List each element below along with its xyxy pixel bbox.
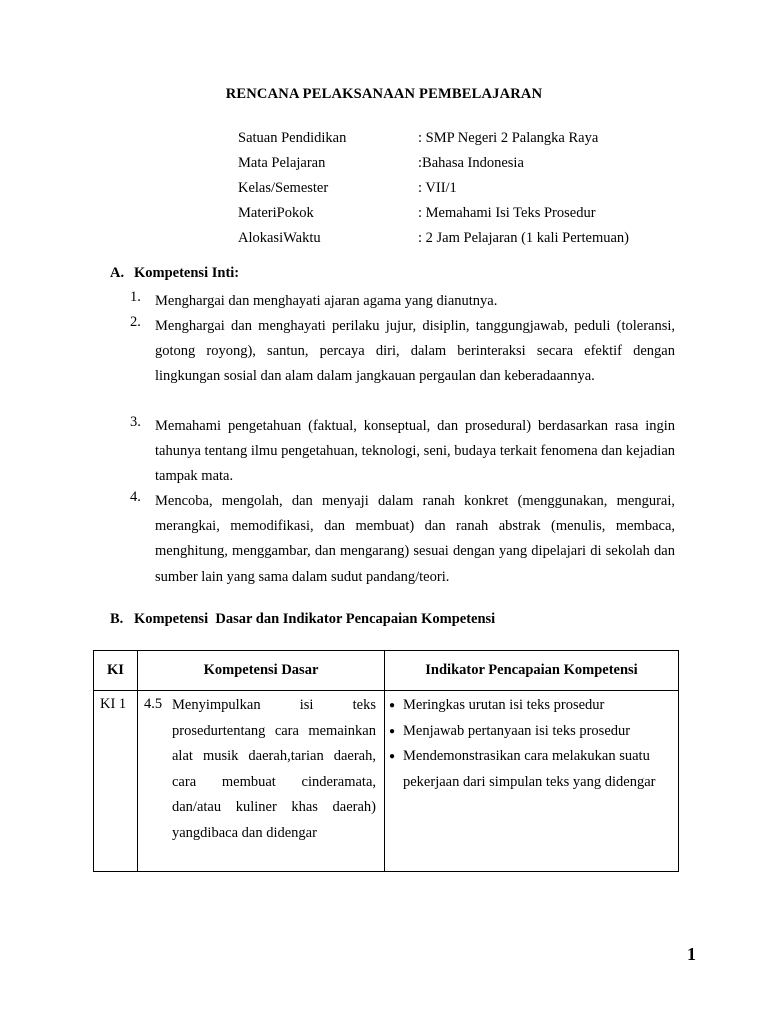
kd-cell [138, 691, 385, 872]
kd-text-rest: prosedurtentang cara memainkan alat musik daerah,tarian daerah, cara membuat cinderamata, dan/atau kuliner khas daerah) yangdibaca dan didengar [172, 722, 376, 841]
indicator-item [389, 744, 672, 795]
competency-table [93, 650, 679, 872]
list-item [130, 289, 675, 314]
table-row [94, 691, 679, 872]
identity-value: : 2 Jam Pelajaran (1 kali Pertemuan) [418, 230, 629, 246]
identity-row [238, 230, 698, 255]
header-indikator: Indikator Pencapaian Kompetensi [385, 651, 679, 691]
bullet-icon: ● [389, 725, 396, 737]
header-ki: KI [94, 651, 138, 691]
identity-value: : SMP Negeri 2 Palangka Raya [418, 130, 599, 146]
section-letter: A. [110, 265, 125, 281]
section-title: Kompetensi Dasar dan Indikator Pencapaian Kompetensi [134, 611, 496, 627]
identity-label: MateriPokok [238, 205, 314, 221]
list-item-text: Menghargai dan menghayati ajaran agama yang dianutnya. [155, 293, 498, 309]
bullet-icon: ● [389, 700, 396, 711]
indicator-item [389, 719, 672, 745]
indicator-list [385, 693, 678, 795]
identity-value: : Memahami Isi Teks Prosedur [418, 205, 596, 221]
list-item [130, 314, 675, 390]
kd-number: 4.5 [144, 696, 163, 712]
indicator-cell [385, 691, 679, 872]
list-item-number: 2. [130, 314, 141, 330]
section-a-heading [110, 265, 239, 282]
list-item-number: 1. [130, 289, 141, 305]
identity-label: Satuan Pendidikan [238, 130, 347, 146]
section-b-heading [110, 611, 495, 628]
indicator-text: Meringkas urutan isi teks prosedur [403, 697, 605, 713]
page-number: 1 [687, 944, 696, 964]
list-item [130, 414, 675, 490]
section-title: Kompetensi Inti: [134, 265, 240, 281]
identity-row [238, 180, 698, 205]
table-header-row [94, 651, 679, 691]
list-item-text: Memahami pengetahuan (faktual, konseptual, dan prosedural) berdasarkan rasa ingin tahunya tentang ilmu pengetahuan, teknologi, seni, budaya terkait fenomena dan kejadian tampak mata. [155, 418, 675, 485]
identity-row [238, 130, 698, 155]
identity-label: AlokasiWaktu [238, 230, 321, 246]
section-letter: B. [110, 611, 124, 627]
indicator-text: Menjawab pertanyaan isi teks prosedur [403, 722, 631, 739]
list-item [130, 489, 675, 590]
ki-value: KI 1 [100, 696, 127, 712]
kd-text [172, 693, 376, 846]
document-title: RENCANA PELAKSANAAN PEMBELAJARAN [225, 86, 543, 102]
identity-row [238, 155, 698, 180]
indicator-item [389, 693, 672, 719]
list-item-number: 3. [130, 414, 141, 430]
identity-label: Kelas/Semester [238, 180, 329, 196]
ki-cell [94, 691, 138, 872]
indicator-text: Mendemonstrasikan cara melakukan suatu pekerjaan dari simpulan teks yang didengar [403, 748, 656, 790]
list-item-text: Menghargai dan menghayati perilaku jujur, disiplin, tanggungjawab, peduli (toleransi, gotong royong), santun, percaya diri, dalam berinteraksi secara efektif dengan lingkungan sosial dan alam dalam jangkauan pergaulan dan keberadaannya. [155, 318, 675, 385]
bullet-icon: ● [389, 751, 396, 762]
kd-text-first-line: Menyimpulkan isi teks [172, 697, 376, 713]
identity-value: : VII/1 [418, 180, 457, 196]
identity-label: Mata Pelajaran [238, 155, 326, 171]
list-item-text: Mencoba, mengolah, dan menyaji dalam ranah konkret (menggunakan, mengurai, merangkai, memodifikasi, dan membuat) dan ranah abstrak (menulis, membaca, menghitung, menggambar, dan mengarang) sesuai dengan yang dipelajari di sekolah dan sumber lain yang sama dalam sudut pandang/teori. [155, 493, 675, 585]
header-kompetensi-dasar: Kompetensi Dasar [138, 651, 385, 691]
identity-value: :Bahasa Indonesia [418, 155, 524, 171]
list-item-number: 4. [130, 489, 141, 505]
identity-row [238, 205, 698, 230]
